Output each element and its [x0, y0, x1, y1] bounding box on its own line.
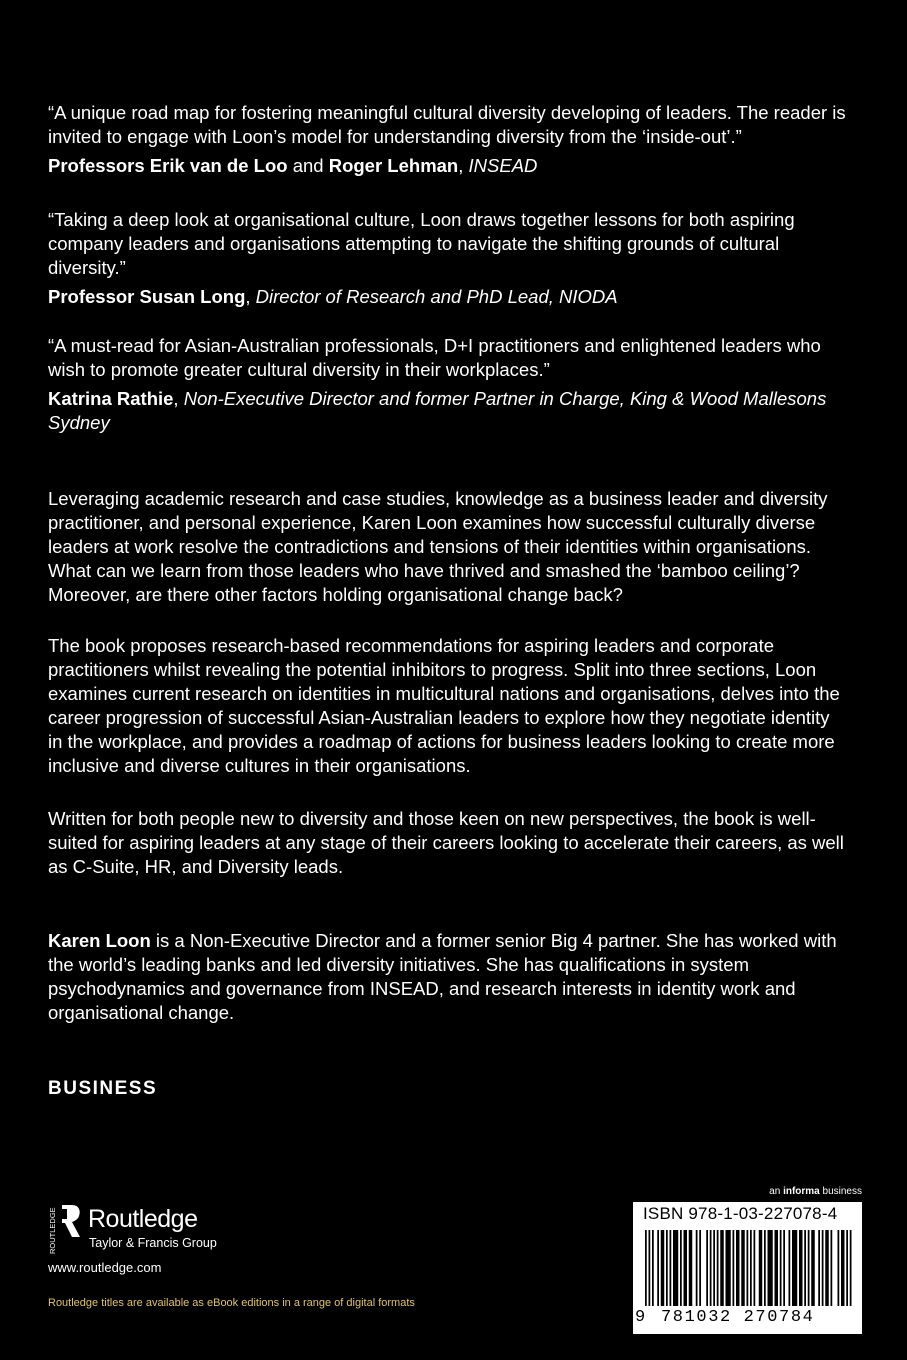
barcode-bar: [733, 1230, 735, 1306]
barcode-bar: [726, 1230, 731, 1306]
barcode-bar: [799, 1230, 803, 1306]
barcode-bar: [699, 1230, 701, 1306]
endorsement-attribution: [48, 154, 848, 178]
barcode-bar: [696, 1230, 698, 1306]
description-text: Written for both people new to diversity and those keen on new perspectives, the book is well-suited for aspiring leaders at any stage of their careers looking to accelerate their careers, as well as C-Suite, HR, and Diversity leads.: [48, 808, 844, 877]
endorsement-quote: “A unique road map for fostering meaningful cultural diversity developing of leaders. The reader is invited to engage with Loon’s model for understanding diversity from the ‘inside-out’.”: [48, 102, 846, 147]
endorser-name: Professor Susan Long: [48, 286, 246, 307]
description-paragraph: [48, 487, 848, 607]
barcode-bar: [717, 1230, 719, 1306]
barcode-bar: [780, 1230, 782, 1306]
informa-brand: informa: [783, 1186, 820, 1197]
barcode-bars: [643, 1230, 853, 1308]
endorsement-1: [48, 101, 848, 178]
barcode-bar: [768, 1230, 773, 1306]
barcode-bar: [822, 1230, 824, 1306]
barcode-bar: [649, 1230, 651, 1306]
barcode-bar: [666, 1230, 668, 1306]
barcode-bar: [850, 1230, 852, 1306]
endorser-name: Katrina Rathie: [48, 388, 174, 409]
description-paragraph: [48, 634, 848, 778]
barcode-bar: [831, 1230, 833, 1306]
barcode-bar: [754, 1230, 756, 1306]
barcode-bar: [841, 1230, 845, 1306]
barcode-bar: [680, 1230, 682, 1306]
description-paragraph: [48, 807, 848, 879]
description-text: Leveraging academic research and case studies, knowledge as a business leader and diversity practitioner, and personal experience, Karen Loon examines how successful culturally diverse leaders at work resolve the contradictions and tensions of their identities within organisations. What can we learn from those leaders who have thrived and smashed the ‘bamboo ceiling’? Moreover, are there other factors holding organisational change back?: [48, 488, 828, 605]
barcode-bar: [775, 1230, 779, 1306]
barcode-bar: [792, 1230, 797, 1306]
barcode-bar: [808, 1230, 810, 1306]
endorser-name: Professors Erik van de Loo: [48, 155, 288, 176]
author-bio: [48, 929, 848, 1025]
isbn-lead-digit: 9: [635, 1308, 646, 1327]
publisher-block: [48, 1203, 308, 1263]
author-bio-body: is a Non-Executive Director and a former senior Big 4 partner. She has worked with the world’s leading banks and led diversity initiatives. She has qualifications in system psychodynamics and governance from INSEAD, and research interests in identity work and organisational change.: [48, 930, 837, 1023]
endorser-affiliation: Non-Executive Director and former Partner in Charge, King & Wood Mallesons Sydney: [48, 388, 827, 433]
attribution-separator: ,: [458, 155, 469, 176]
barcode-bar: [689, 1230, 693, 1306]
barcode-bar: [838, 1230, 840, 1306]
informa-tagline: [769, 1186, 862, 1198]
barcode-bar: [759, 1230, 763, 1306]
barcode-bar: [741, 1230, 745, 1306]
barcode-bar: [684, 1230, 688, 1306]
category-label: BUSINESS: [48, 1078, 158, 1099]
barcode-bar: [670, 1230, 672, 1306]
attribution-separator: ,: [173, 388, 184, 409]
barcode-bar: [652, 1230, 654, 1306]
endorsement-2: [48, 208, 848, 309]
endorser-affiliation: INSEAD: [468, 155, 538, 176]
barcode-bar: [789, 1230, 791, 1306]
barcode-bar: [750, 1230, 752, 1306]
publisher-group: Taylor & Francis Group: [89, 1236, 217, 1250]
endorsement-quote: “A must-read for Asian-Australian professionals, D+I practitioners and enlightened leaders who wish to promote greater cultural diversity in their workplaces.”: [48, 335, 821, 380]
routledge-logo-icon: [48, 1203, 82, 1255]
attribution-separator: ,: [245, 286, 256, 307]
barcode-bar: [804, 1230, 806, 1306]
author-name: Karen Loon: [48, 930, 151, 951]
isbn-digits: 781032 270784: [661, 1308, 815, 1327]
endorser-affiliation: Director of Research and PhD Lead, NIODA: [255, 286, 618, 307]
barcode-bar: [720, 1230, 724, 1306]
barcode-bar: [747, 1230, 749, 1306]
endorsement-quote: “Taking a deep look at organisational culture, Loon draws together lessons for both aspiring company leaders and organisations attempting to navigate the shifting grounds of cultural diversity.”: [48, 209, 795, 278]
endorsement-attribution: [48, 285, 848, 309]
publisher-website[interactable]: www.routledge.com: [48, 1260, 162, 1275]
isbn-label: ISBN 978-1-03-227078-4: [643, 1204, 838, 1223]
barcode-bar: [657, 1230, 659, 1306]
isbn-barcode: [633, 1202, 862, 1334]
description-text: The book proposes research-based recommendations for aspiring leaders and corporate practitioners whilst revealing the potential inhibitors to progress. Split into three sections, Loon examines current research on identities in multicultural nations and organisations, delves into the career progression of successful Asian-Australian leaders to explore how they negotiate identity in the workplace, and provides a roadmap of actions for business leaders looking to create more inclusive and diverse cultures in their organisations.: [48, 635, 840, 776]
endorsement-attribution: [48, 387, 848, 435]
ebook-note: Routledge titles are available as eBook editions in a range of digital formats: [48, 1297, 415, 1309]
barcode-bar: [846, 1230, 848, 1306]
barcode-area: [633, 1186, 862, 1334]
barcode-bar: [661, 1230, 665, 1306]
barcode-bar: [783, 1230, 785, 1306]
logo-vertical-text: ROUTLEDGE: [48, 1207, 57, 1254]
publisher-name: Routledge: [88, 1205, 198, 1233]
informa-prefix: an: [769, 1186, 784, 1197]
barcode-bar: [706, 1230, 708, 1306]
barcode-bar: [713, 1230, 715, 1306]
attribution-joiner: and: [287, 155, 329, 176]
barcode-bar: [736, 1230, 740, 1306]
barcode-bar: [673, 1230, 678, 1306]
barcode-bar: [764, 1230, 766, 1306]
endorsement-3: [48, 334, 848, 435]
endorser-name: Roger Lehman: [328, 155, 459, 176]
barcode-bar: [825, 1230, 829, 1306]
barcode-bar: [811, 1230, 815, 1306]
barcode-bar: [710, 1230, 712, 1306]
barcode-bar: [645, 1230, 647, 1306]
informa-suffix: business: [819, 1186, 862, 1197]
author-bio-text: [48, 929, 848, 1025]
barcode-bar: [818, 1230, 820, 1306]
